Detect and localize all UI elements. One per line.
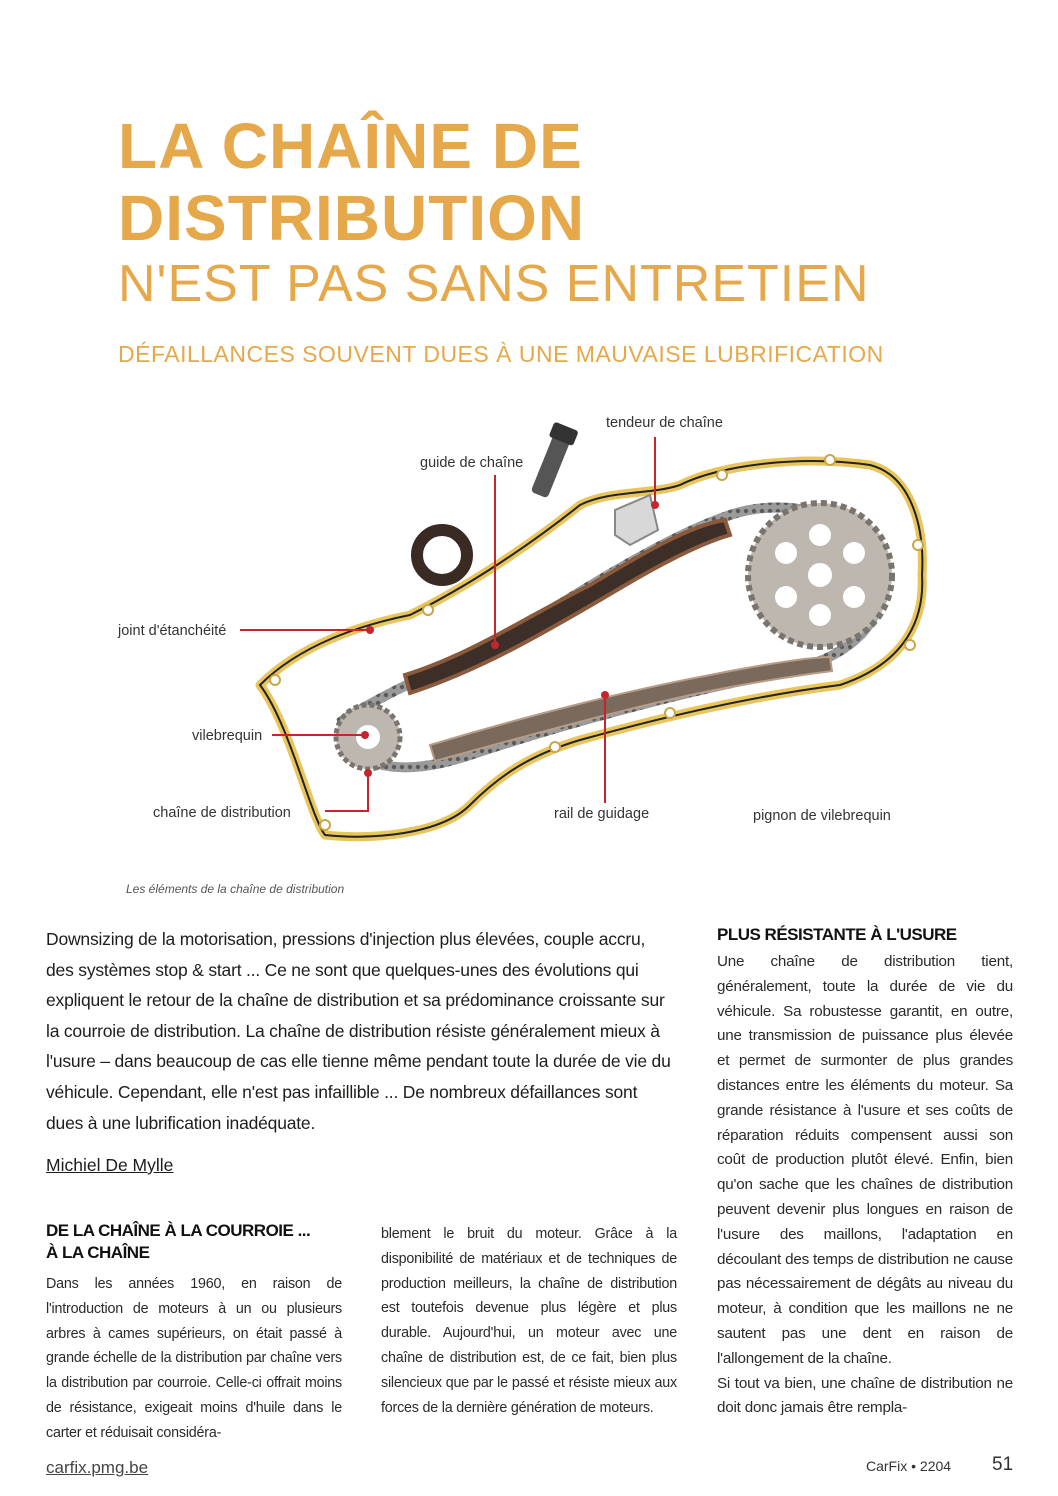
- label-chaine: chaîne de distribution: [153, 805, 291, 821]
- subtitle: DÉFAILLANCES SOUVENT DUES À UNE MAUVAISE LUBRIFICATION: [118, 341, 884, 367]
- section2-heading: PLUS RÉSISTANTE À L'USURE: [717, 925, 957, 944]
- section2-paragraph-2: Si tout va bien, une chaîne de distribution ne doit donc jamais être rempla-: [717, 1374, 1013, 1417]
- footer-magazine-issue: CarFix • 2204: [866, 1458, 952, 1474]
- camshaft-sprocket: [748, 503, 892, 647]
- title-line-1: LA CHAÎNE DE: [118, 110, 583, 182]
- chain-guide: [405, 520, 730, 693]
- section1-column-1: [46, 1272, 342, 1446]
- footer-website-link[interactable]: carfix.pmg.be: [46, 1458, 149, 1477]
- label-rail: rail de guidage: [554, 806, 650, 822]
- section1-col2-text: blement le bruit du moteur. Grâce à la disponibilité de matériaux et de techniques de production meilleurs, la chaîne de distribution est toutefois devenue plus légère et plus durable. Aujourd'hui, un moteur avec une chaîne de distribution est, de ce fait, bien plus silencieux que par le passé et résiste mieux aux forces de la dernière génération de moteurs.: [381, 1226, 677, 1416]
- guide-rail: [430, 657, 832, 761]
- label-guide: guide de chaîne: [420, 455, 524, 471]
- lead-paragraph: Downsizing de la motorisation, pressions d'injection plus élevées, couple accru, des systèmes stop & start ... Ce ne sont que quelques-unes des évolutions qui expliquent le retour de la chaîne de distribution et sa prédominance croissante sur la courroie de distribution. La chaîne de distribution résiste généralement mieux à l'usure – dans beaucoup de cas elle tienne même pendant toute la durée de vie du véhicule. Cependant, elle n'est pas infaillible ... De nombreux défaillances sont dues à une lubrification inadéquate.: [46, 929, 671, 1133]
- section2-column: [717, 950, 1013, 1421]
- section1-heading: [46, 1220, 346, 1264]
- oil-seal-ring: [417, 530, 467, 580]
- label-joint: joint d'étanchéité: [118, 623, 227, 639]
- figure-caption: Les éléments de la chaîne de distribution: [126, 882, 345, 896]
- label-vilebrequin: vilebrequin: [192, 728, 263, 744]
- section1-heading-line2: À LA CHAÎNE: [46, 1243, 150, 1262]
- section1-heading-line1: DE LA CHAÎNE À LA COURROIE ...: [46, 1221, 311, 1240]
- timing-chain-diagram: [110, 395, 960, 865]
- section2-paragraph-1: Une chaîne de distribution tient, généralement, toute la durée de vie du véhicule. Sa robustesse garantit, en outre, une transmission de puissance plus élevée et permet de surmonter de plus grandes distances entre les éléments du moteur. Sa grande résistance à l'usure et ses coûts de réparation réduits compensent aussi son coût de production plutôt élevé. Enfin, bien qu'on sache que les chaînes de distribution peuvent devenir plus longues en raison de l'usure des maillons, l'adaptation en découlant des temps de distribution ne cause pas nécessairement de dégâts au niveau du moteur, à condition que les maillons ne ne sautent pas une dent en raison de l'allongement de la chaîne.: [717, 953, 1013, 1367]
- section1-column-2: [381, 1222, 677, 1420]
- title-line-2: DISTRIBUTION: [118, 182, 586, 254]
- label-pignon: pignon de vilebrequin: [753, 808, 891, 824]
- section1-col1-text: Dans les années 1960, en raison de l'introduction de moteurs à un ou plusieurs arbres à cames supérieurs, on était passé à grande échelle de la distribution par chaîne vers la distribution par courroie. Celle-ci offrait moins de résistance, exigeait moins d'huile dans le carter et réduisait considéra-: [46, 1276, 342, 1441]
- author-link[interactable]: Michiel De Mylle: [46, 1155, 174, 1175]
- title-line-3: N'EST PAS SANS ENTRETIEN: [118, 255, 870, 313]
- label-tendeur: tendeur de chaîne: [606, 415, 723, 431]
- tensioner: [615, 495, 658, 545]
- page-number: 51: [992, 1454, 1014, 1475]
- bolt: [527, 422, 579, 500]
